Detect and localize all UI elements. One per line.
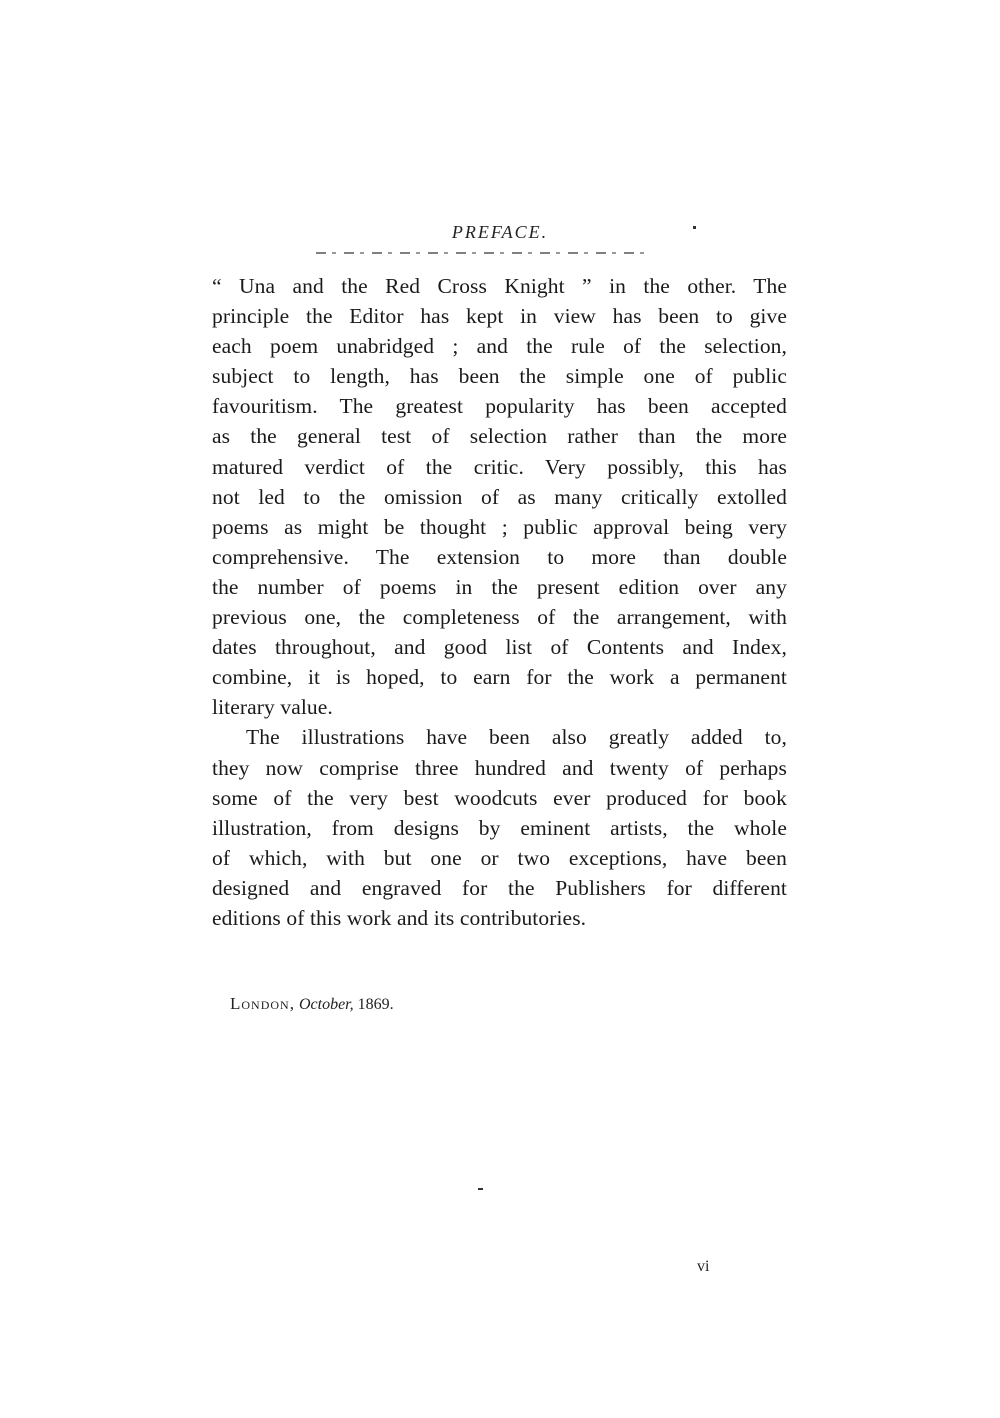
running-head: PREFACE. bbox=[451, 222, 549, 242]
text-line: editions of this work and its contributories. bbox=[212, 905, 587, 930]
text-line: they now comprise three hundred and twenty of perhaps bbox=[212, 755, 787, 780]
text-line: The illustrations have been also greatly added to, bbox=[246, 725, 787, 750]
signoff-city: London, bbox=[230, 994, 295, 1013]
text-line: of which, with but one or two exceptions, have been bbox=[212, 845, 787, 870]
text-line: some of the very best woodcuts ever produced for book bbox=[212, 785, 787, 810]
text-line: principle the Editor has kept in view has been to give bbox=[212, 304, 787, 329]
signoff bbox=[230, 994, 394, 1014]
text-line: matured verdict of the critic. Very possibly, this has bbox=[212, 454, 787, 479]
text-line: each poem unabridged ; and the rule of the selection, bbox=[212, 334, 787, 359]
paragraph-1 bbox=[212, 271, 787, 722]
text-line: “ Una and the Red Cross Knight ” in the other. The bbox=[212, 274, 787, 298]
text-line: literary value. bbox=[212, 695, 333, 720]
ink-speck-bottom bbox=[478, 1188, 483, 1190]
signoff-year: 1869. bbox=[357, 996, 394, 1013]
text-line: subject to length, has been the simple one of public bbox=[212, 364, 787, 389]
signoff-month: October, bbox=[298, 996, 354, 1013]
text-line: favouritism. The greatest popularity has been accepted bbox=[212, 394, 787, 419]
text-line: comprehensive. The extension to more than double bbox=[212, 544, 787, 569]
text-line: combine, it is hoped, to earn for the work a permanent bbox=[212, 665, 787, 690]
paragraph-2 bbox=[212, 722, 787, 933]
text-line: illustration, from designs by eminent artists, the whole bbox=[212, 815, 787, 840]
text-line: designed and engraved for the Publishers for different bbox=[212, 875, 787, 900]
head-rule bbox=[316, 252, 646, 254]
text-line: the number of poems in the present edition over any bbox=[212, 574, 787, 599]
text-line: poems as might be thought ; public approval being very bbox=[212, 514, 787, 539]
text-line: as the general test of selection rather than the more bbox=[212, 424, 787, 449]
preface-text bbox=[212, 271, 787, 933]
text-line: not led to the omission of as many critically extolled bbox=[212, 484, 787, 509]
page-number: vi bbox=[697, 1258, 710, 1275]
text-line: previous one, the completeness of the arrangement, with bbox=[212, 605, 787, 630]
text-line: dates throughout, and good list of Contents and Index, bbox=[212, 635, 787, 660]
ink-speck-top bbox=[693, 226, 696, 229]
